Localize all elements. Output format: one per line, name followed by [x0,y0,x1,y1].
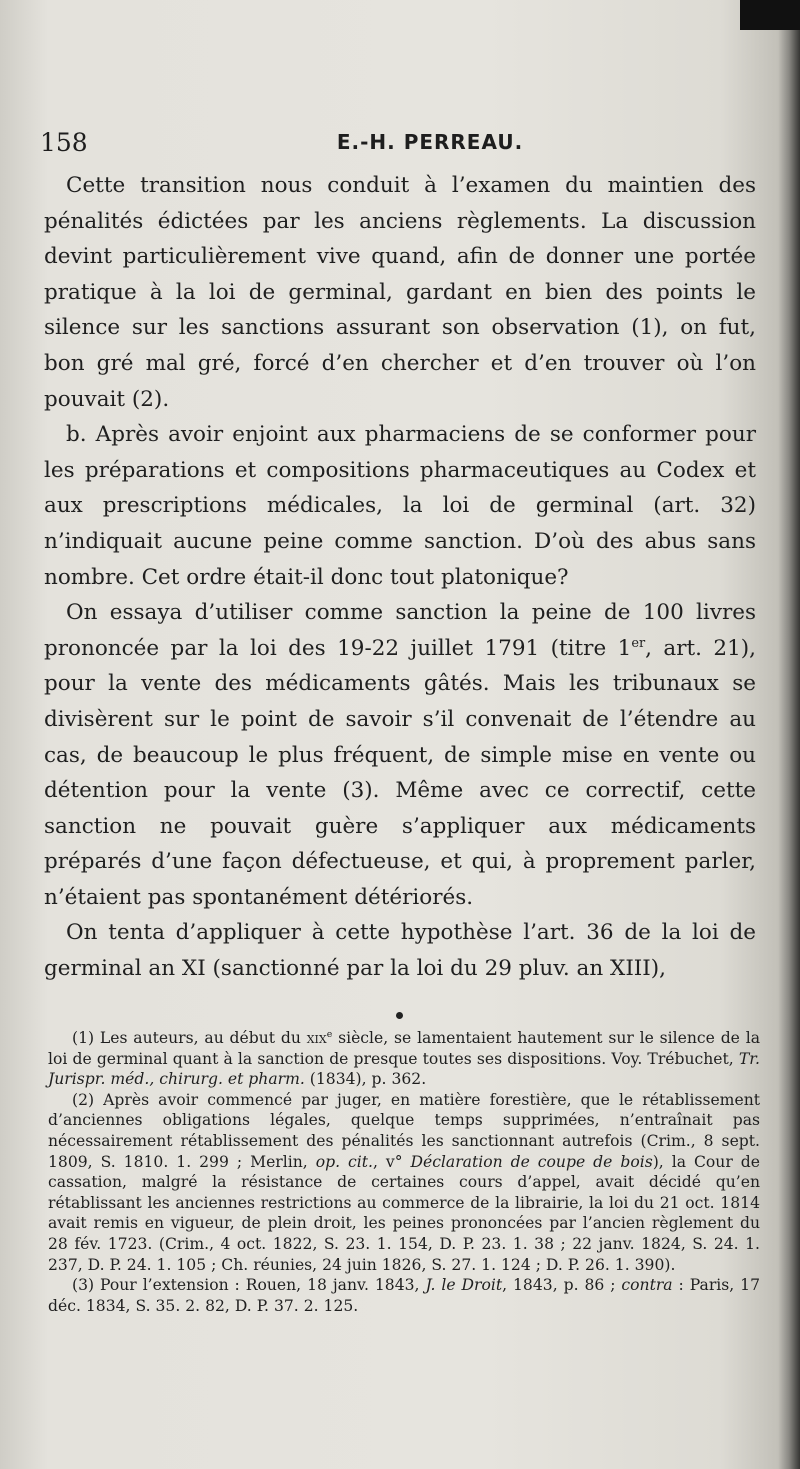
footnote-2: (2) Après avoir commencé par juger, en matière forestière, que le rétablissement d’anciennes obligations légales, quelque temps supprimées, n’entraînait pas nécessairement rétablissement des pénalités les sanctionnant autrefois (Crim., 8 sept. 1809, S. 1810. 1. 299 ; Merlin, op. cit., v° Déclaration de coupe de bois), la Cour de cassation, malgré la résistance de certaines cours d’appel, avait décidé qu’en rétablissant les anciennes restrictions au commerce de la librairie, la loi du 21 oct. 1814 avait remis en vigueur, de plein droit, les peines prononcées par l’ancien règlement du 28 fév. 1723. (Crim., 4 oct. 1822, S. 23. 1. 154, D. P. 23. 1. 38 ; 22 janv. 1824, S. 24. 1. 237, D. P. 24. 1. 105 ; Ch. réunies, 24 juin 1826, S. 27. 1. 124 ; D. P. 26. 1. 390). [48,1090,760,1274]
running-head: E.-H. PERREAU. [336,130,524,154]
page-header [40,120,760,160]
paragraph-4: On tenta d’appliquer à cette hypothèse l’art. 36 de la loi de germinal an XI (sanctionné par la loi du 29 pluv. an XIII), [44,920,756,982]
footnote-3: (3) Pour l’extension : Rouen, 18 janv. 1843, J. le Droit, 1843, p. 86 ; contra : Paris, 17 déc. 1834, S. 35. 2. 82, D. P. 37. 2. 125. [48,1276,760,1315]
body-text [44,168,756,987]
paragraph-1: Cette transition nous conduit à l’examen du maintien des pénalités édictées par les anciens règlements. La discussion devint particulièrement vive quand, afin de donner une portée pratique à la loi de germinal, gardant en bien des points le silence sur les sanctions assurant son observation (1), on fut, bon gré mal gré, forcé d’en chercher et d’en trouver où l’on pouvait (2). [44,173,756,412]
superscript-er: er [631,635,646,651]
footnote-separator-dot [396,1012,403,1019]
paragraph-3 [44,595,756,915]
page-spine-shadow [778,0,800,1469]
paragraph-3-end: , art. 21), pour la vente des médicaments gâtés. Mais les tribunaux se divisèrent sur le point de savoir s’il convenait de l’étendre au cas, de beaucoup le plus fréquent, de simple mise en vente ou détention pour la vente (3). Même avec ce correctif, cette sanction ne pouvait guère s’appliquer aux médicaments préparés d’une façon défectueuse, et qui, à proprement parler, n’étaient pas spontanément détériorés. [44,635,756,910]
paragraph-2: b. Après avoir enjoint aux pharmaciens de se conformer pour les préparations et compositions pharmaceutiques au Codex et aux prescriptions médicales, la loi de germinal (art. 32) n’indiquait aucune peine comme sanction. D’où des abus sans nombre. Cet ordre était-il donc tout platonique? [44,422,756,590]
paragraph-3-start: On essaya d’utiliser comme sanction la peine de 100 livres prononcée par la loi des 19-22 juillet 1791 (titre 1 [44,600,756,661]
footnote-1: (1) Les auteurs, au début du xix$^e$ siècle, se lamentaient hautement sur le silence de la loi de germinal quant à la sanction de presque toutes ses dispositions. Voy. Trébuchet, Tr. Jurispr. méd., chirurg. et pharm. (1834), p. 362. [48,1028,760,1089]
footnotes [48,1028,760,1316]
page-number: 158 [40,128,88,157]
page-corner-shadow [740,0,800,30]
